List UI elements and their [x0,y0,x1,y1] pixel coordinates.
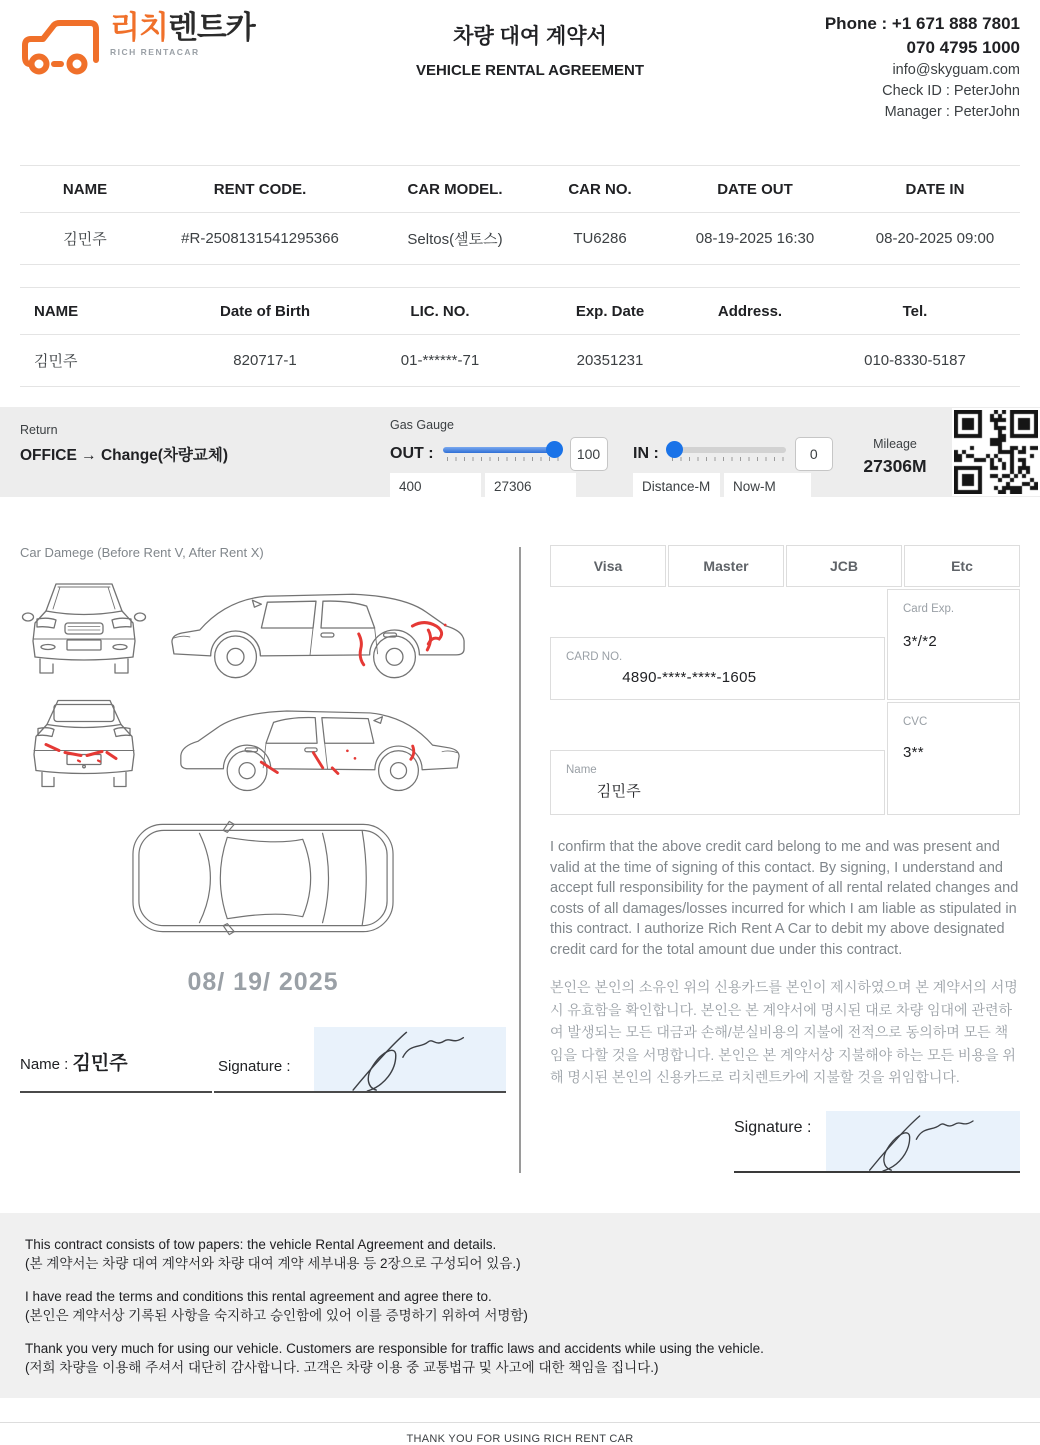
driver-tel: 010-8330-5187 [810,335,1020,387]
col-tel: Tel. [810,288,1020,335]
driver-table-header-row [20,288,1020,335]
col-lic-no: LIC. NO. [350,288,530,335]
gas-in-slider[interactable] [668,447,786,462]
company-logo [20,12,290,76]
driver-exp-date: 20351231 [530,335,690,387]
col-rent-code: RENT CODE. [150,166,370,213]
return-label: Return [20,423,58,437]
mileage-in-input[interactable] [724,473,811,500]
card-cvc-value: 3** [903,744,924,761]
card-name-label: Name [566,764,597,776]
card-name-value: 김민주 [596,783,642,800]
gas-gauge-label: Gas Gauge [390,418,454,432]
thank-you-footer: THANK YOU FOR USING RICH RENT CAR [0,1422,1040,1445]
car-side-view-left-diagram[interactable] [164,694,474,800]
mileage-out-input[interactable] [485,473,576,500]
signature-label: Signature : [218,1058,291,1075]
vertical-divider [519,547,521,1173]
gas-in-value[interactable]: 0 [795,437,833,471]
col-address: Address. [690,288,810,335]
col-car-no: CAR NO. [540,166,660,213]
distance-out-input[interactable] [390,473,481,500]
driver-lic-no: 01-******-71 [350,335,530,387]
driver-dob: 820717-1 [180,335,350,387]
card-type-visa[interactable]: Visa [550,545,666,587]
card-cvc-label: CVC [903,716,928,728]
manager: Manager : PeterJohn [884,104,1020,120]
out-fields [390,473,576,500]
gas-out-row [390,437,608,471]
col-name: NAME [20,166,150,213]
driver-address [690,335,810,387]
col-car-model: CAR MODEL. [370,166,540,213]
card-name-cell [550,750,885,815]
col-exp-date: Exp. Date [530,288,690,335]
rental-info-table [20,165,1020,265]
check-id: Check ID : PeterJohn [882,83,1020,99]
card-no-label: CARD NO. [566,651,623,663]
card-no-cell [550,637,885,700]
status-bar [0,407,1040,497]
name-value: 김민주 [72,1053,128,1074]
contact-info [770,12,1020,123]
name-label: Name : [20,1056,69,1073]
contract-date: 08/ 19/ 2025 [187,968,339,996]
renter-name-line [20,1048,212,1093]
card-exp-cell [887,589,1020,700]
document-title [290,12,770,79]
terms-line-1-en: This contract consists of tow papers: the vehicle Rental Agreement and details. [25,1236,497,1252]
col-date-out: DATE OUT [660,166,850,213]
card-type-etc[interactable]: Etc [904,545,1020,587]
terms-line-3 [25,1339,1015,1378]
card-no-value: 4890-****-****-1605 [622,669,757,686]
terms-line-3-en: Thank you very much for using our vehicle. Customers are responsible for traffic laws and accidents while using the vehicle. [25,1340,764,1356]
return-value: OFFICE → Change(차량교체) [20,447,228,464]
credit-card-section [534,545,1020,1173]
logo-subtitle: RICH RENTACAR [110,46,200,57]
phone-secondary: 070 4795 1000 [906,38,1020,57]
rental-table-row [20,213,1020,265]
gas-out-label: OUT : [390,445,434,462]
date-out: 08-19-2025 16:30 [660,213,850,265]
car-side-view-right-diagram[interactable] [164,576,474,688]
renter-name: 김민주 [20,213,150,265]
terms-line-2-en: I have read the terms and conditions this rental agreement and agree there to. [25,1288,492,1304]
car-top-view-diagram[interactable] [128,816,398,940]
title-english: VEHICLE RENTAL AGREEMENT [415,62,645,79]
car-model: Seltos(셀토스) [370,213,540,265]
car-damage-title: Car Damege (Before Rent V, After Rent X) [20,545,264,560]
rental-table-header-row [20,166,1020,213]
terms-line-2 [25,1287,1015,1326]
driver-name: 김민주 [20,335,180,387]
logo-car-icon [20,14,106,76]
confirmation-text-english: I confirm that the above credit card belong to me and was present and valid at the time of signing of this contact. By signing, I understand and accept full responsibility for the payment of all rental related changes and costs of all damages/losses incurred for which I am liable as stipulated in this contract. I authorize Rich Rent A Car to debit my above designated credit card for the total amount due under this contract. [550,839,1019,958]
card-exp-label: Card Exp. [903,603,955,615]
confirmation-text-korean: 본인은 본인의 소유인 위의 신용카드를 본인이 제시하였으며 본 계약서의 서명시 유효함을 확인합니다. 본인은 본 계약서에 명시된 대로 차량 임대에 관련하여 발생되는 모든 대금과 손해/분실비용의 지불에 전적으로 동의하며 모든 책임을 다할 것을 서명합니다. 본인은 본 계약서상 지불해야 하는 모든 비용을 위해 명시된 본인의 신용카드로 리치렌트카에 지불할 것을 위임합니다. [550,979,1018,1085]
gas-in-ticks [672,457,784,462]
driver-table-row [20,335,1020,387]
car-front-view-diagram[interactable] [20,576,148,688]
header [0,0,1040,125]
card-type-row [550,545,1020,587]
car-no: TU6286 [540,213,660,265]
terms-line-1 [25,1235,1015,1274]
car-rear-view-diagram[interactable] [20,694,148,800]
terms-footer [0,1213,1040,1398]
cardholder-signature-label: Signature : [734,1118,812,1136]
cardholder-signature-pad[interactable] [826,1111,1020,1171]
gas-out-value[interactable]: 100 [570,437,608,471]
gas-in-row [633,437,833,471]
mileage-label: Mileage [873,437,917,451]
return-block [20,423,228,465]
card-exp-value: 3*/*2 [903,633,938,650]
gas-out-slider[interactable] [443,447,561,462]
col-date-in: DATE IN [850,166,1020,213]
gas-out-slider-handle[interactable] [546,441,563,458]
cardholder-signature-line [734,1107,1020,1173]
terms-line-3-ko: (저희 차량을 이용해 주셔서 대단히 감사합니다. 고객은 차량 이용 중 교통법규 및 사고에 대한 책임을 집니다.) [25,1360,659,1375]
in-fields [633,473,811,500]
phone-primary: Phone : +1 671 888 7801 [824,14,1020,33]
driver-info-table [20,287,1020,387]
terms-line-1-ko: (본 계약서는 차량 대여 계약서와 차량 대여 계약 세부내용 등 2장으로 구성되어 있음.) [25,1256,521,1271]
card-cvc-cell [887,702,1020,815]
mileage-block [845,437,945,477]
card-type-jcb[interactable]: JCB [786,545,902,587]
terms-line-2-ko: (본인은 계약서상 기록된 사항을 숙지하고 승인함에 있어 이를 증명하기 위하여 서명함) [25,1308,528,1323]
distance-in-input[interactable] [633,473,720,500]
mileage-value: 27306M [863,456,927,476]
logo-text: 리치렌트카 [110,10,255,45]
main-content [0,545,1040,1173]
car-damage-section [20,545,506,1173]
gas-out-ticks [447,457,559,462]
renter-signature-line [214,1021,506,1093]
col-driver-name: NAME [20,288,180,335]
col-dob: Date of Birth [180,288,350,335]
renter-signature-pad[interactable] [314,1027,506,1091]
qr-code [952,408,1040,496]
gas-in-slider-handle[interactable] [666,441,683,458]
rent-code: #R-2508131541295366 [150,213,370,265]
title-korean: 차량 대여 계약서 [453,25,607,48]
card-type-master[interactable]: Master [668,545,784,587]
email: info@skyguam.com [892,62,1020,78]
gas-in-label: IN : [633,445,659,462]
date-in: 08-20-2025 09:00 [850,213,1020,265]
